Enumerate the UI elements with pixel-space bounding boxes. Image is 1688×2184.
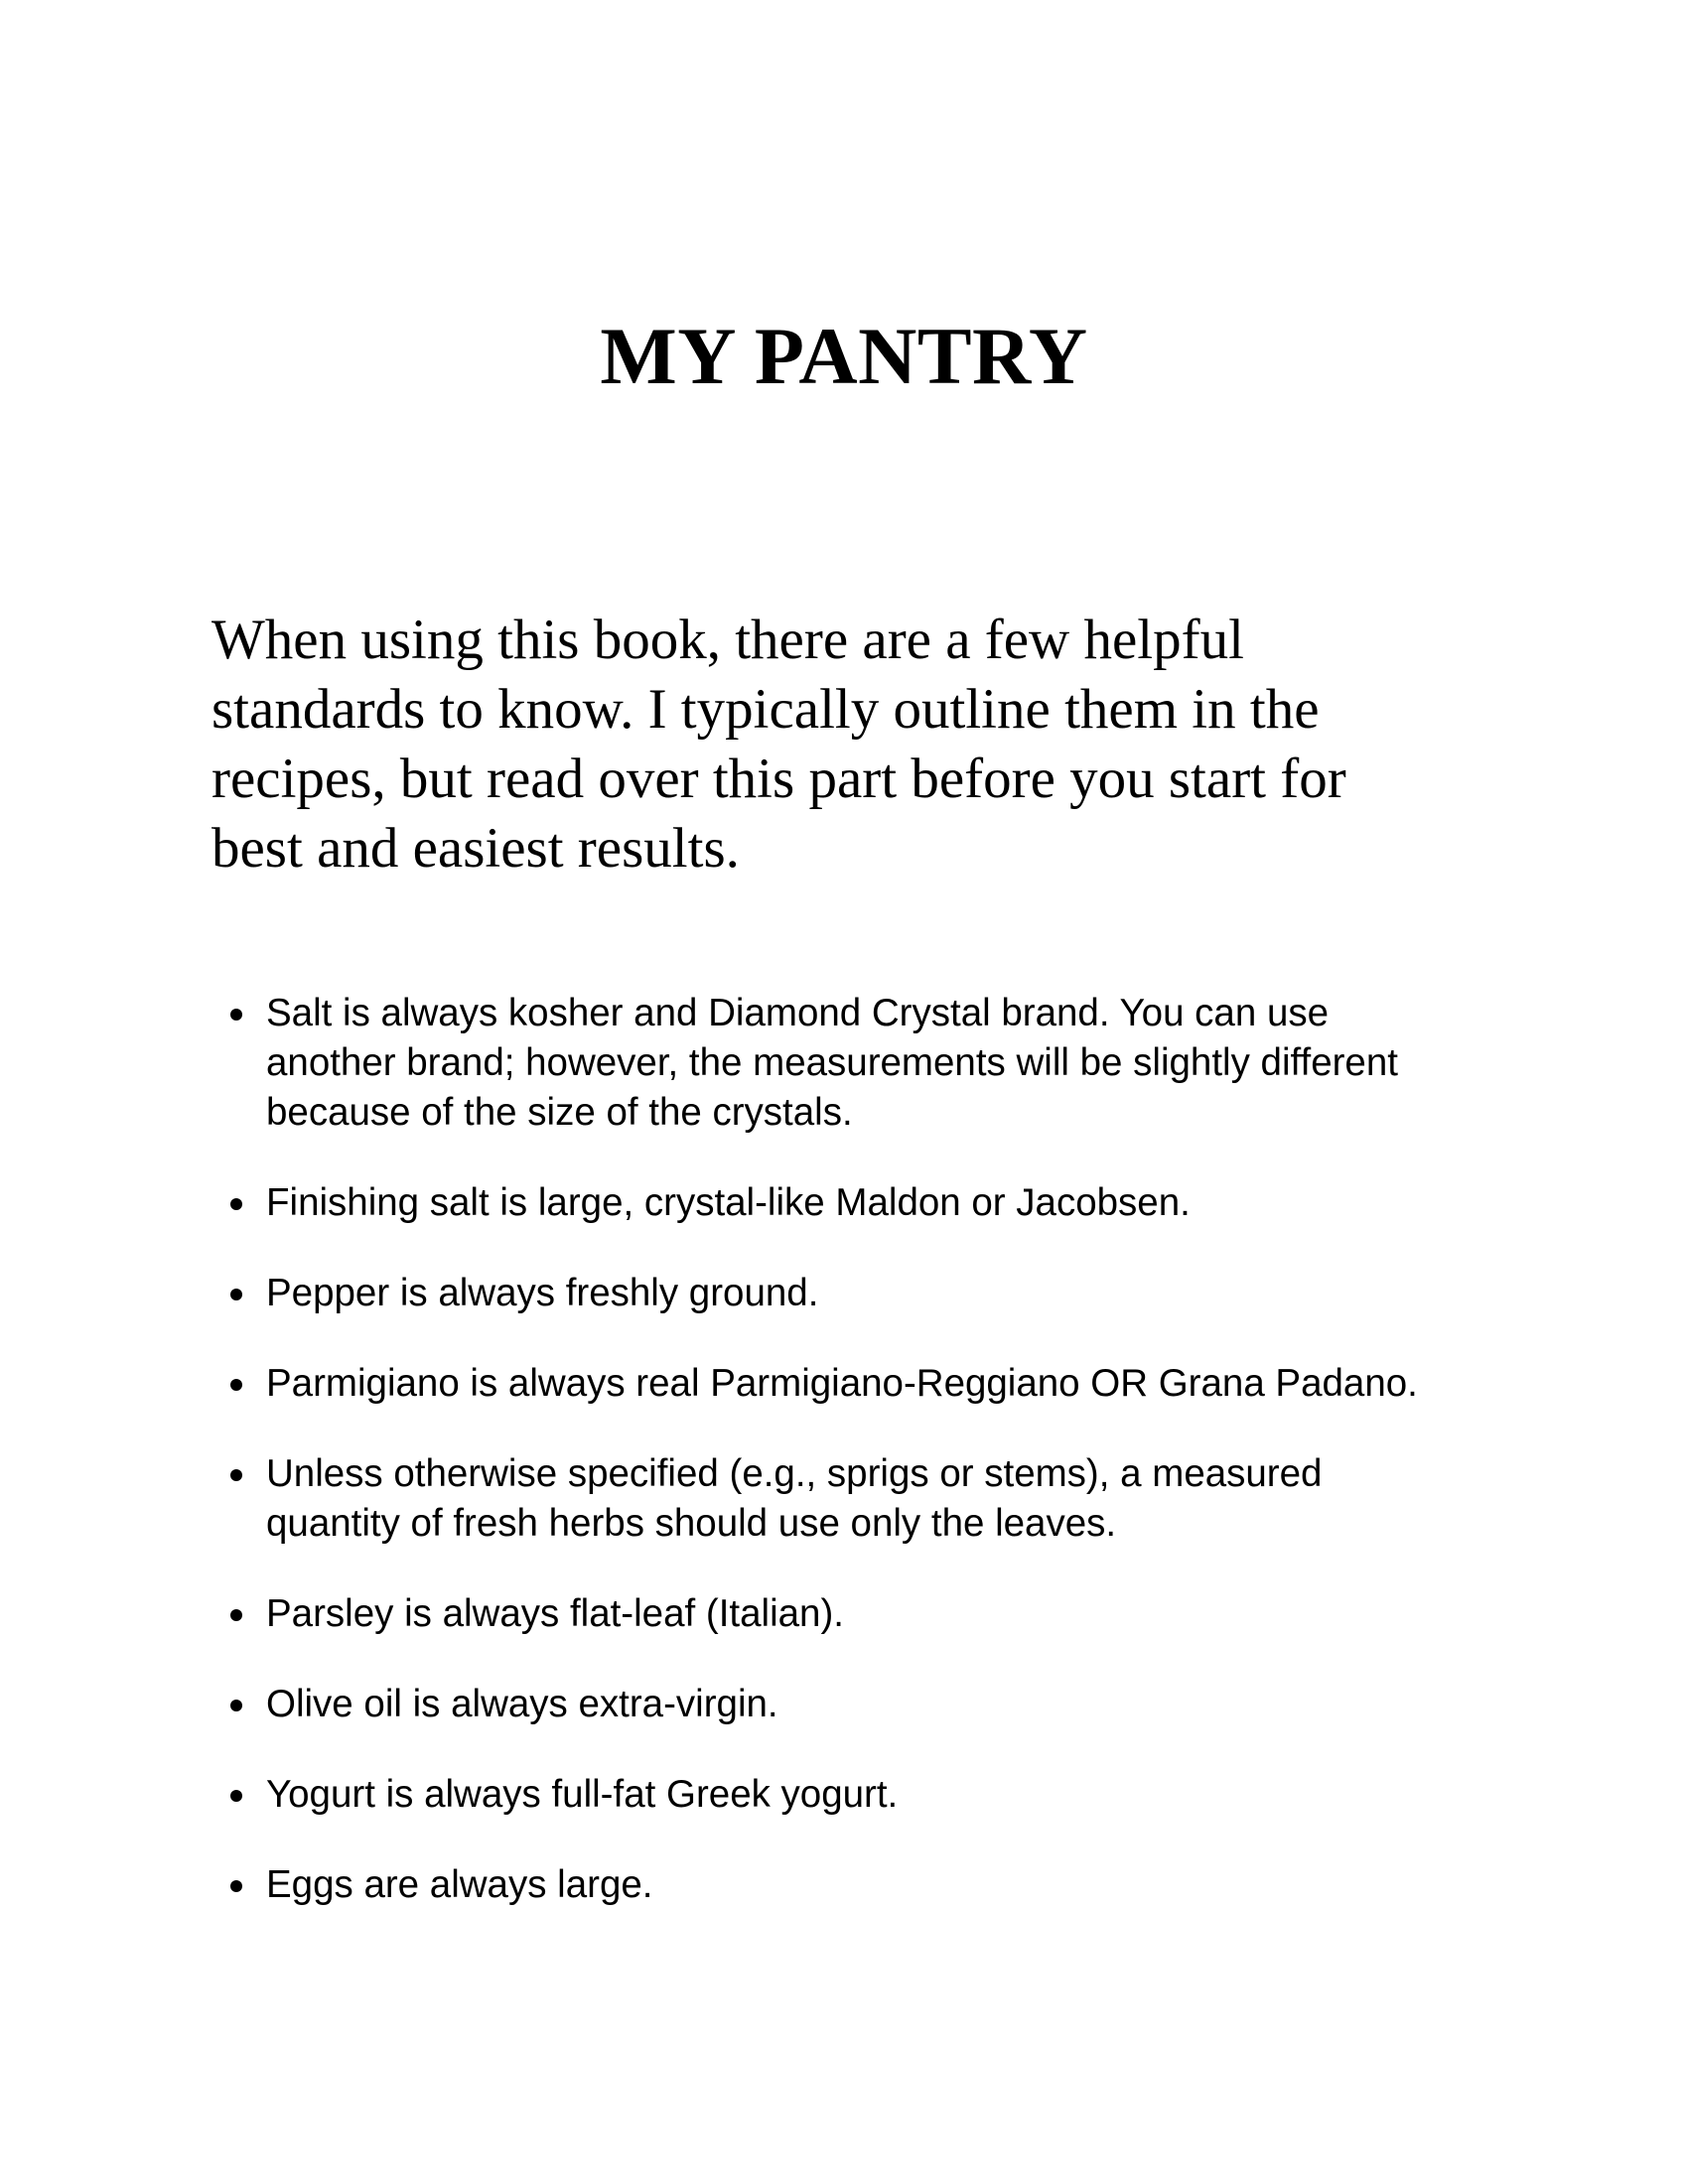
bullet-icon: [230, 1379, 242, 1391]
bullet-icon: [230, 1469, 242, 1481]
bullet-icon: [230, 1609, 242, 1621]
list-item-text: Olive oil is always extra-virgin.: [266, 1683, 778, 1725]
page-title: MY PANTRY: [600, 311, 1088, 401]
list-item-text: Pepper is always freshly ground.: [266, 1272, 819, 1314]
list-item-text: Eggs are always large.: [266, 1863, 653, 1906]
intro-paragraph: When using this book, there are a few helpful standards to know. I typically outline them in the recipes, but read over this part before you start for best and easiest results.: [211, 609, 1346, 880]
list-item: [211, 1269, 1453, 1318]
list-item: [211, 1680, 1453, 1729]
list-item: [211, 1178, 1453, 1228]
list-item: [211, 1860, 1453, 1910]
list-item-text: Salt is always kosher and Diamond Crystal brand. You can use another brand; however, the measurements will be slightly different because of the size of the crystals.: [266, 992, 1398, 1134]
list-item: [211, 1589, 1453, 1639]
list-item: [211, 989, 1453, 1138]
list-item-text: Parmigiano is always real Parmigiano-Reggiano OR Grana Padano.: [266, 1362, 1418, 1405]
pantry-list: [211, 989, 1453, 1951]
bullet-icon: [230, 1790, 242, 1802]
list-item: [211, 1449, 1453, 1549]
list-item-text: Parsley is always flat-leaf (Italian).: [266, 1592, 844, 1635]
list-item-text: Yogurt is always full-fat Greek yogurt.: [266, 1773, 899, 1816]
bullet-icon: [230, 1289, 242, 1300]
list-item-text: Finishing salt is large, crystal-like Maldon or Jacobsen.: [266, 1181, 1191, 1224]
bullet-icon: [230, 1880, 242, 1892]
bullet-icon: [230, 1700, 242, 1711]
list-item-text: Unless otherwise specified (e.g., sprigs or stems), a measured quantity of fresh herbs should use only the leaves.: [266, 1452, 1323, 1545]
bullet-icon: [230, 1009, 242, 1021]
list-item: [211, 1770, 1453, 1820]
bullet-icon: [230, 1198, 242, 1210]
list-item: [211, 1359, 1453, 1409]
